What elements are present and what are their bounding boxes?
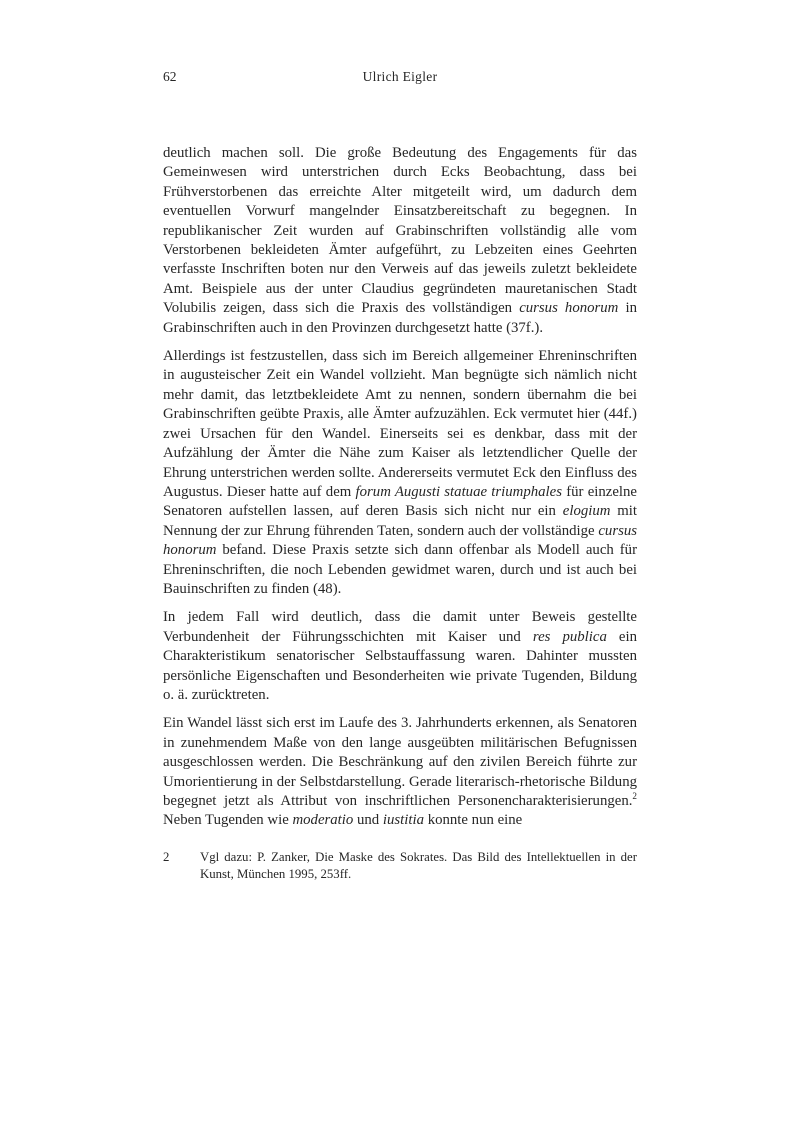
italic-term: cursus honorum — [519, 300, 619, 317]
body-text — [163, 144, 637, 831]
paragraph — [163, 347, 637, 599]
footnote-text — [200, 849, 637, 883]
paragraph — [163, 144, 637, 338]
text-run: ein Charakteristikum senatorischer Selbstauffassung waren. Dahinter mussten persönliche Eigenschaften und Besonderheiten wie private Tugenden, Bildung o. ä. zurücktreten. — [163, 628, 637, 703]
italic-term: elogium — [562, 503, 611, 520]
italic-term: iustitia — [382, 812, 425, 829]
italic-term: forum Augusti statuae triumphales — [355, 483, 562, 500]
text-run: und — [353, 812, 383, 829]
paragraph — [163, 714, 637, 830]
text-run: Ein Wandel lässt sich erst im Laufe des 3. Jahrhunderts erkennen, als Senatoren in zunehmendem Maße von den lange ausgeübten militärischen Befugnissen ausgeschlossen werden. Die Beschränkung auf den zivilen Bereich führte zur Umorientierung in der Selbstdarstellung. Gerade literarisch-rhetorische Bildung begegnet jetzt als Attribut von inschriftlichen Personencharakterisierungen. — [163, 715, 637, 809]
text-run: konnte nun eine — [424, 812, 523, 829]
running-header — [163, 69, 637, 85]
page-number: 62 — [163, 69, 177, 84]
paragraph — [163, 608, 637, 705]
text-run: in Grabinschriften auch in den Provinzen durchgesetzt hatte (37f.). — [163, 300, 637, 336]
running-head: Ulrich Eigler — [362, 69, 438, 84]
text-run: Allerdings ist festzustellen, dass sich im Bereich allgemeiner Ehreninschriften in augusteischer Zeit ein Wandel vollzieht. Man begnügte sich nämlich nicht mehr damit, das letztbekleidete Amt zu nennen, sondern übernahm die bei Grabinschriften geübte Praxis, alle Ämter aufzuzählen. Eck vermutet hier (44f.) zwei Ursachen für den Wandel. Einerseits sei es denkbar, dass mit der Aufzählung der Ämter die Nähe zum Kaiser als letztendlicher Quelle der Ehrung unterstrichen werden sollte. Andererseits vermutet Eck den Einfluss des Augustus. Dieser hatte auf dem — [163, 348, 637, 500]
text-run: mit Nennung der zur Ehrung führenden Taten, sondern auch der vollständige — [163, 503, 637, 539]
text-run: befand. Diese Praxis setzte sich dann offenbar als Modell auch für Ehreninschriften, die noch Lebenden gewidmet waren, durch und ist auch bei Bauinschriften zu finden (48). — [163, 542, 637, 597]
italic-term: cursus honorum — [163, 522, 637, 559]
text-run: deutlich machen soll. Die große Bedeutung des Engagements für das Gemeinwesen wird unterstrichen durch Ecks Beobachtung, dass bei Frühverstorbenen das erreichte Alter mitgeteilt wird, um dadurch dem eventuellen Vorwurf mangelnder Einsatzbereitschaft zu begegnen. In republikanischer Zeit wurden auf Grabinschriften vollständig alle vom Verstorbenen bekleideten Ämter aufgeführt, zu Lebzeiten eines Geehrten verfasste Inschriften boten nur den Verweis auf das jeweils zuletzt bekleidete Amt. Beispiele aus der unter Claudius gegründeten mauretanischen Stadt Volubilis zeigen, dass sich die Praxis des vollständigen — [163, 145, 637, 317]
footnote-number: 2 — [163, 850, 170, 864]
text-run: Neben Tugenden wie — [163, 812, 293, 829]
text-run: Vgl dazu: P. Zanker, Die Maske des Sokrates. Das Bild des Intellektuellen in der Kunst, München 1995, 253ff. — [200, 850, 637, 881]
text-run: für einzelne Senatoren aufstellen lassen, auf deren Basis sich nicht nur ein — [163, 483, 637, 520]
italic-term: moderatio — [292, 812, 354, 829]
italic-term: res publica — [532, 628, 607, 645]
footnote-reference: 2 — [632, 791, 637, 802]
text-run: In jedem Fall wird deutlich, dass die damit unter Beweis gestellte Verbundenheit der Führungsschichten mit Kaiser und — [163, 609, 637, 645]
footnote — [163, 849, 637, 883]
